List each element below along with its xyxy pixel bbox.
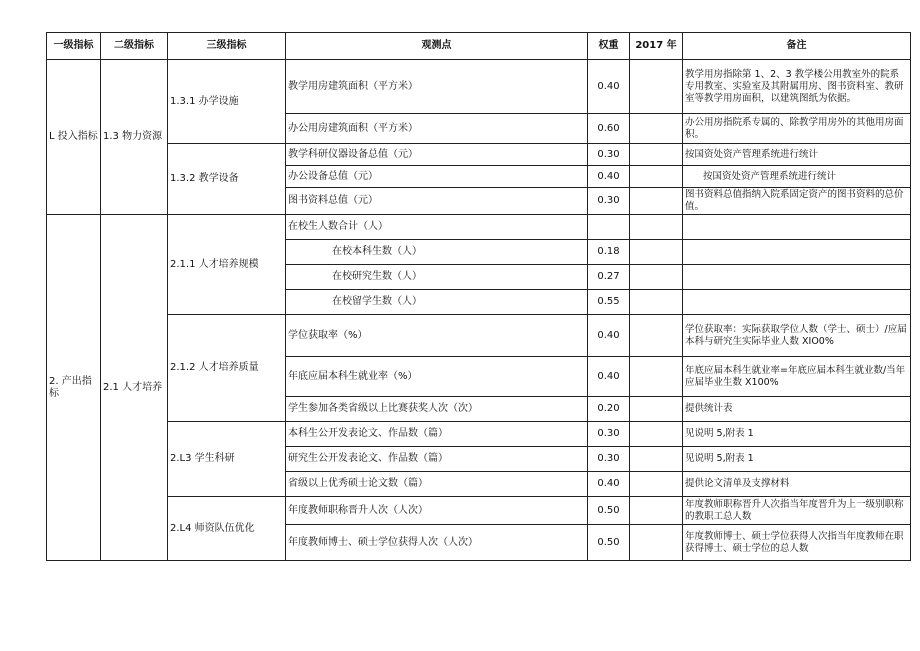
- note-cell: 年底应届本科生就业率=年底应届本科生就业数/当年应届毕业生数 X100%: [683, 357, 911, 397]
- weight-cell: 0.50: [588, 525, 630, 561]
- header-level1: 一级指标: [47, 33, 101, 60]
- year-cell: [630, 497, 683, 525]
- weight-cell: 0.30: [588, 447, 630, 472]
- weight-cell: 0.30: [588, 188, 630, 215]
- observation-cell: 本科生公开发表论文、作品数（篇）: [286, 422, 588, 447]
- observation-cell: 学生参加各类省级以上比赛获奖人次（次）: [286, 397, 588, 422]
- note-cell: 按国资处资产管理系统进行统计: [683, 144, 911, 166]
- year-cell: [630, 188, 683, 215]
- weight-cell: [588, 215, 630, 240]
- observation-cell: 图书资料总值（元）: [286, 188, 588, 215]
- year-cell: [630, 240, 683, 265]
- observation-cell: 省级以上优秀硕士论文数（篇）: [286, 472, 588, 497]
- observation-cell: 办公用房建筑面积（平方米）: [286, 114, 588, 144]
- observation-text: 在校研究生数（人）: [332, 271, 422, 282]
- weight-cell: 0.27: [588, 265, 630, 290]
- header-note: 备注: [683, 33, 911, 60]
- year-cell: [630, 472, 683, 497]
- note-cell: 年度教师职称晋升人次指当年度晋升为上一级别职称的教职工总人数: [683, 497, 911, 525]
- weight-cell: 0.60: [588, 114, 630, 144]
- level1-cell: L 投入指标: [47, 60, 101, 215]
- indicator-table: [46, 32, 911, 561]
- header-year: 2017 年: [630, 33, 683, 60]
- table-row: [47, 497, 911, 525]
- header-row: [47, 33, 911, 60]
- note-cell: [683, 265, 911, 290]
- note-cell: 年度教师博士、硕士学位获得人次指当年度教师在职获得博士、硕士学位的总人数: [683, 525, 911, 561]
- table-row: [47, 60, 911, 114]
- level3-cell: 2.1.2 人才培养质量: [168, 315, 286, 422]
- table-row: [47, 144, 911, 166]
- level2-cell: 1.3 物力资源: [101, 60, 168, 215]
- weight-cell: 0.30: [588, 144, 630, 166]
- level3-cell: 2.L4 师资队伍优化: [168, 497, 286, 561]
- year-cell: [630, 114, 683, 144]
- year-cell: [630, 166, 683, 188]
- note-cell: 学位获取率：实际获取学位人数（学士、硕士）/应届本科与研究生实际毕业人数 XIO0%: [683, 315, 911, 357]
- year-cell: [630, 215, 683, 240]
- observation-cell: 教学科研仪器设备总值（元）: [286, 144, 588, 166]
- weight-cell: 0.40: [588, 60, 630, 114]
- note-cell: 图书资料总值指纳入院系固定资产的图书资料的总价值。: [683, 188, 911, 215]
- year-cell: [630, 144, 683, 166]
- observation-cell: [286, 265, 588, 290]
- year-cell: [630, 357, 683, 397]
- observation-text: 在校留学生数（人）: [332, 296, 422, 307]
- level2-cell: 2.1 人才培养: [101, 215, 168, 561]
- level3-cell: 1.3.1 办学设施: [168, 60, 286, 144]
- observation-cell: 研究生公开发表论文、作品数（篇）: [286, 447, 588, 472]
- note-cell: 提供统计表: [683, 397, 911, 422]
- year-cell: [630, 290, 683, 315]
- note-cell: [683, 166, 911, 188]
- year-cell: [630, 265, 683, 290]
- note-cell: 见说明 5,附表 1: [683, 447, 911, 472]
- year-cell: [630, 397, 683, 422]
- header-level2: 二级指标: [101, 33, 168, 60]
- note-cell: [683, 290, 911, 315]
- table-row: [47, 215, 911, 240]
- level1-cell: 2. 产出指标: [47, 215, 101, 561]
- weight-cell: 0.30: [588, 422, 630, 447]
- header-observation: 观测点: [286, 33, 588, 60]
- level3-cell: 2.1.1 人才培养规模: [168, 215, 286, 315]
- weight-cell: 0.20: [588, 397, 630, 422]
- note-text: 按国资处资产管理系统进行统计: [703, 170, 837, 182]
- weight-cell: 0.40: [588, 472, 630, 497]
- header-weight: 权重: [588, 33, 630, 60]
- observation-cell: [286, 240, 588, 265]
- observation-cell: 年度教师博士、硕士学位获得人次（人次）: [286, 525, 588, 561]
- year-cell: [630, 315, 683, 357]
- observation-cell: 年底应届本科生就业率（%）: [286, 357, 588, 397]
- observation-text: 在校本科生数（人）: [332, 246, 422, 257]
- note-cell: [683, 240, 911, 265]
- weight-cell: 0.18: [588, 240, 630, 265]
- year-cell: [630, 447, 683, 472]
- level3-cell: 1.3.2 教学设备: [168, 144, 286, 215]
- header-level3: 三级指标: [168, 33, 286, 60]
- weight-cell: 0.55: [588, 290, 630, 315]
- year-cell: [630, 525, 683, 561]
- note-cell: [683, 215, 911, 240]
- note-cell: 见说明 5,附表 1: [683, 422, 911, 447]
- observation-cell: 学位获取率（%）: [286, 315, 588, 357]
- observation-cell: [286, 290, 588, 315]
- year-cell: [630, 60, 683, 114]
- table-row: [47, 315, 911, 357]
- observation-cell: 年度教师职称晋升人次（人次）: [286, 497, 588, 525]
- note-cell: 提供论文清单及支撑材料: [683, 472, 911, 497]
- weight-cell: 0.50: [588, 497, 630, 525]
- note-cell: 办公用房指院系专属的、除教学用房外的其他用房面积。: [683, 114, 911, 144]
- note-cell: 教学用房指除第 1、2、3 教学楼公用教室外的院系专用教室、实验室及其附属用房、图书资料室、教研室等教学用房面积，以建筑图纸为依据。: [683, 60, 911, 114]
- weight-cell: 0.40: [588, 357, 630, 397]
- level3-cell: 2.L3 学生科研: [168, 422, 286, 497]
- table-row: [47, 422, 911, 447]
- year-cell: [630, 422, 683, 447]
- observation-cell: 在校生人数合计（人）: [286, 215, 588, 240]
- observation-cell: 办公设备总值（元）: [286, 166, 588, 188]
- weight-cell: 0.40: [588, 166, 630, 188]
- weight-cell: 0.40: [588, 315, 630, 357]
- observation-cell: 教学用房建筑面积（平方米）: [286, 60, 588, 114]
